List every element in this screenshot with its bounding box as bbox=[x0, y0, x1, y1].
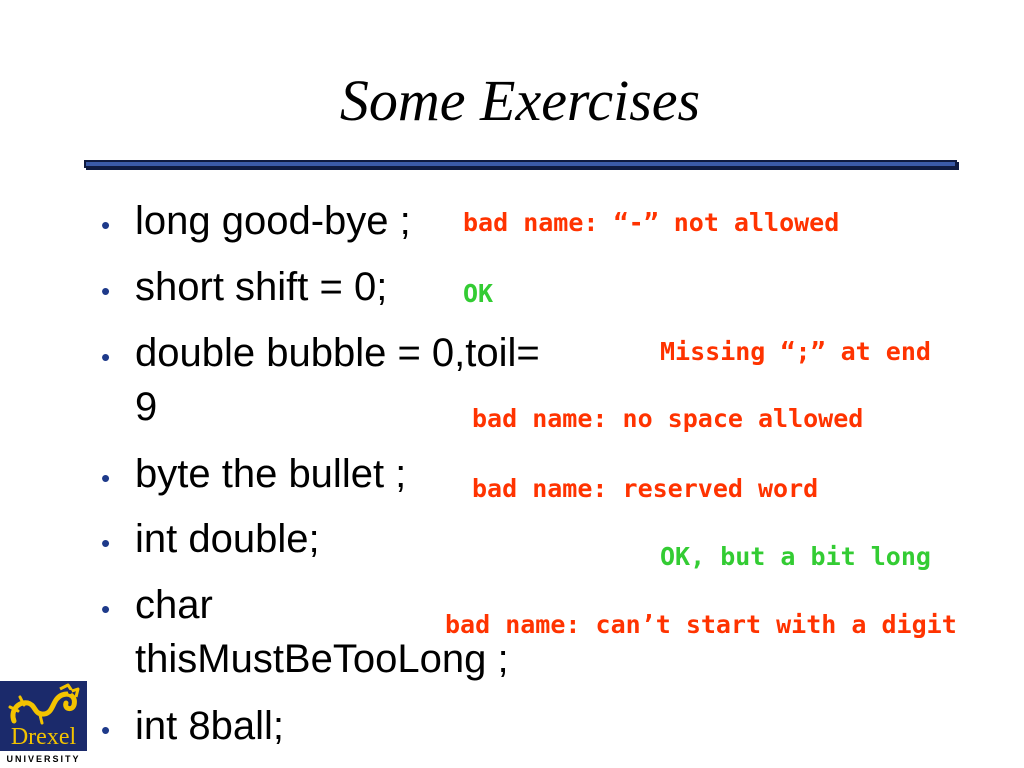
exercise-6-code-line2: thisMustBeTooLong ; bbox=[135, 637, 509, 681]
note-reserved-word: bad name: reserved word bbox=[472, 474, 819, 503]
logo-wordmark: Drexel bbox=[10, 724, 77, 750]
dragon-icon bbox=[0, 681, 87, 727]
note-hyphen: bad name: “-” not allowed bbox=[463, 208, 840, 237]
note-ok: OK bbox=[463, 279, 494, 308]
slide-title: Some Exercises bbox=[339, 68, 701, 133]
note-no-space: bad name: no space allowed bbox=[472, 404, 864, 433]
exercise-3-code-line1: double bubble = 0,toil= bbox=[135, 331, 540, 375]
exercise-5-code: int double; bbox=[135, 517, 320, 561]
note-missing-semicolon: Missing “;” at end bbox=[660, 337, 931, 366]
exercise-7-code: int 8ball; bbox=[135, 704, 284, 748]
bullet-4: • bbox=[101, 463, 111, 493]
bullet-7: • bbox=[101, 715, 111, 745]
bullet-2: • bbox=[101, 276, 111, 306]
exercise-4-code: byte the bullet ; bbox=[135, 452, 407, 496]
bullet-3: • bbox=[101, 342, 111, 372]
bullet-6: • bbox=[101, 594, 111, 624]
exercise-6-code-line1: char bbox=[135, 583, 213, 627]
note-long-ok: OK, but a bit long bbox=[660, 542, 931, 571]
exercise-2-code: short shift = 0; bbox=[135, 265, 388, 309]
logo-subtitle: UNIVERSITY bbox=[0, 751, 87, 768]
exercise-1-code: long good-bye ; bbox=[135, 199, 411, 243]
university-logo bbox=[0, 681, 87, 768]
bullet-5: • bbox=[101, 528, 111, 558]
exercise-3-code-line2: 9 bbox=[135, 385, 158, 429]
title-divider bbox=[84, 160, 957, 168]
bullet-1: • bbox=[101, 210, 111, 240]
note-digit-start: bad name: can’t start with a digit bbox=[445, 610, 957, 639]
